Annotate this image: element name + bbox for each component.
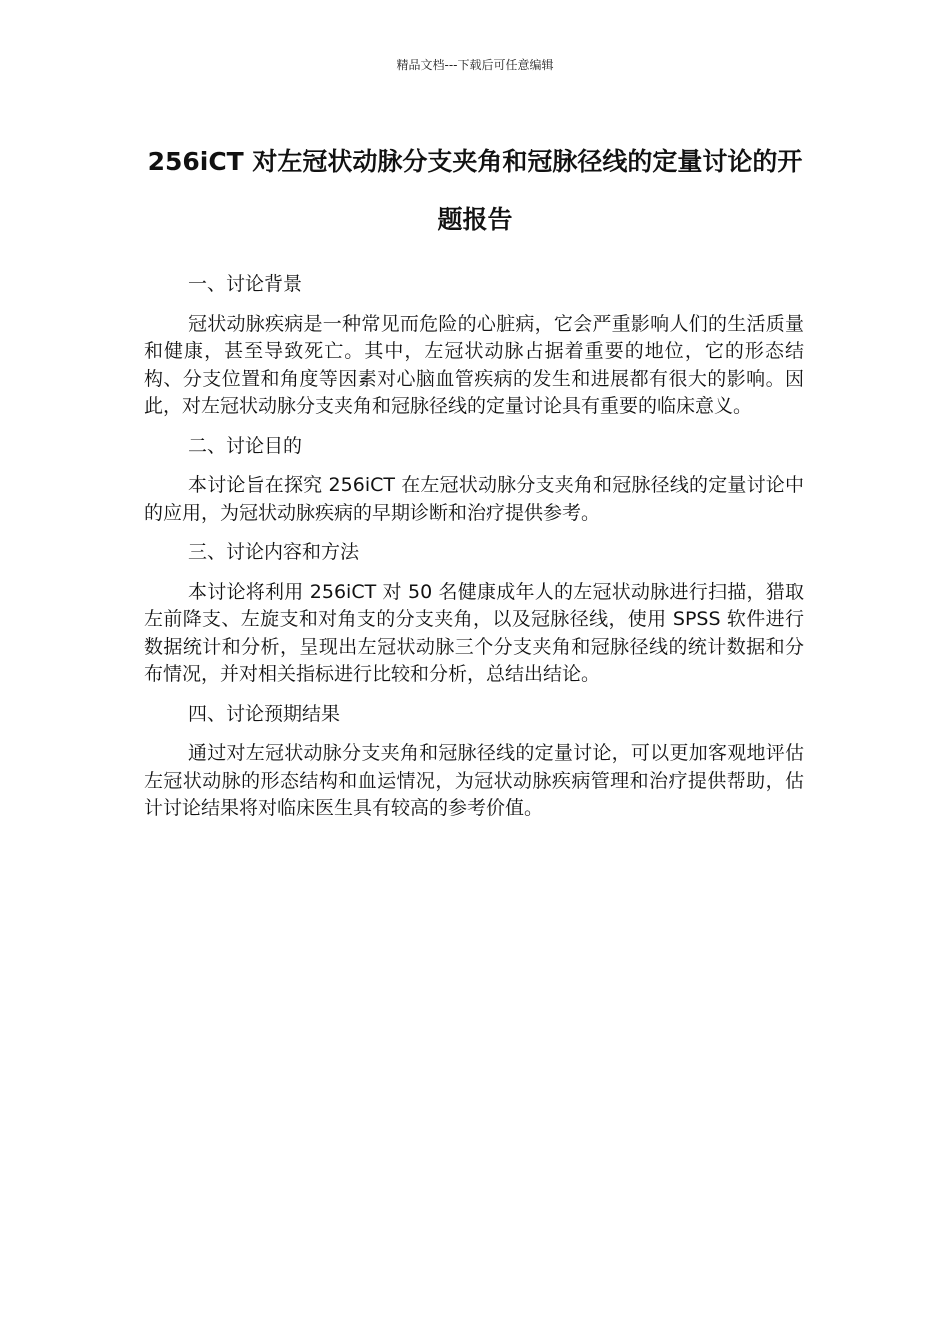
section-paragraph: 本讨论旨在探究 256iCT 在左冠状动脉分支夹角和冠脉径线的定量讨论中的应用，为冠状动脉疾病的早期诊断和治疗提供参考。	[144, 474, 804, 524]
section-content-methods	[144, 539, 804, 689]
document-title: 256iCT 对左冠状动脉分支夹角和冠脉径线的定量讨论的开题报告	[147, 147, 803, 234]
section-heading: 三、讨论内容和方法	[188, 541, 360, 563]
section-paragraph: 冠状动脉疾病是一种常见而危险的心脏病，它会严重影响人们的生活质量和健康，甚至导致死亡。其中，左冠状动脉占据着重要的地位，它的形态结构、分支位置和角度等因素对心脑血管疾病的发生和进展都有很大的影响。因此，对左冠状动脉分支夹角和冠脉径线的定量讨论具有重要的临床意义。	[144, 312, 804, 417]
section-heading: 四、讨论预期结果	[188, 702, 341, 725]
section-purpose	[144, 433, 804, 528]
section-paragraph: 通过对左冠状动脉分支夹角和冠脉径线的定量讨论，可以更加客观地评估左冠状动脉的形态结构和血运情况，为冠状动脉疾病管理和治疗提供帮助，估计讨论结果将对临床医生具有较高的参考价值。	[144, 742, 804, 819]
section-expected-results	[144, 701, 804, 823]
section-heading: 二、讨论目的	[188, 434, 303, 457]
document-body	[144, 271, 804, 835]
section-heading: 一、讨论背景	[188, 273, 303, 295]
section-paragraph: 本讨论将利用 256iCT 对 50 名健康成年人的左冠状动脉进行扫描，猎取左前降支、左旋支和对角支的分支夹角，以及冠脉径线，使用 SPSS 软件进行数据统计和分析，呈现出左冠状动脉三个分支夹角和冠脉径线的统计数据和分布情况，并对相关指标进行比较和分析，总结出结论。	[144, 580, 804, 685]
page-header: 精品文档---下载后可任意编辑	[396, 58, 554, 72]
section-background	[144, 271, 804, 421]
